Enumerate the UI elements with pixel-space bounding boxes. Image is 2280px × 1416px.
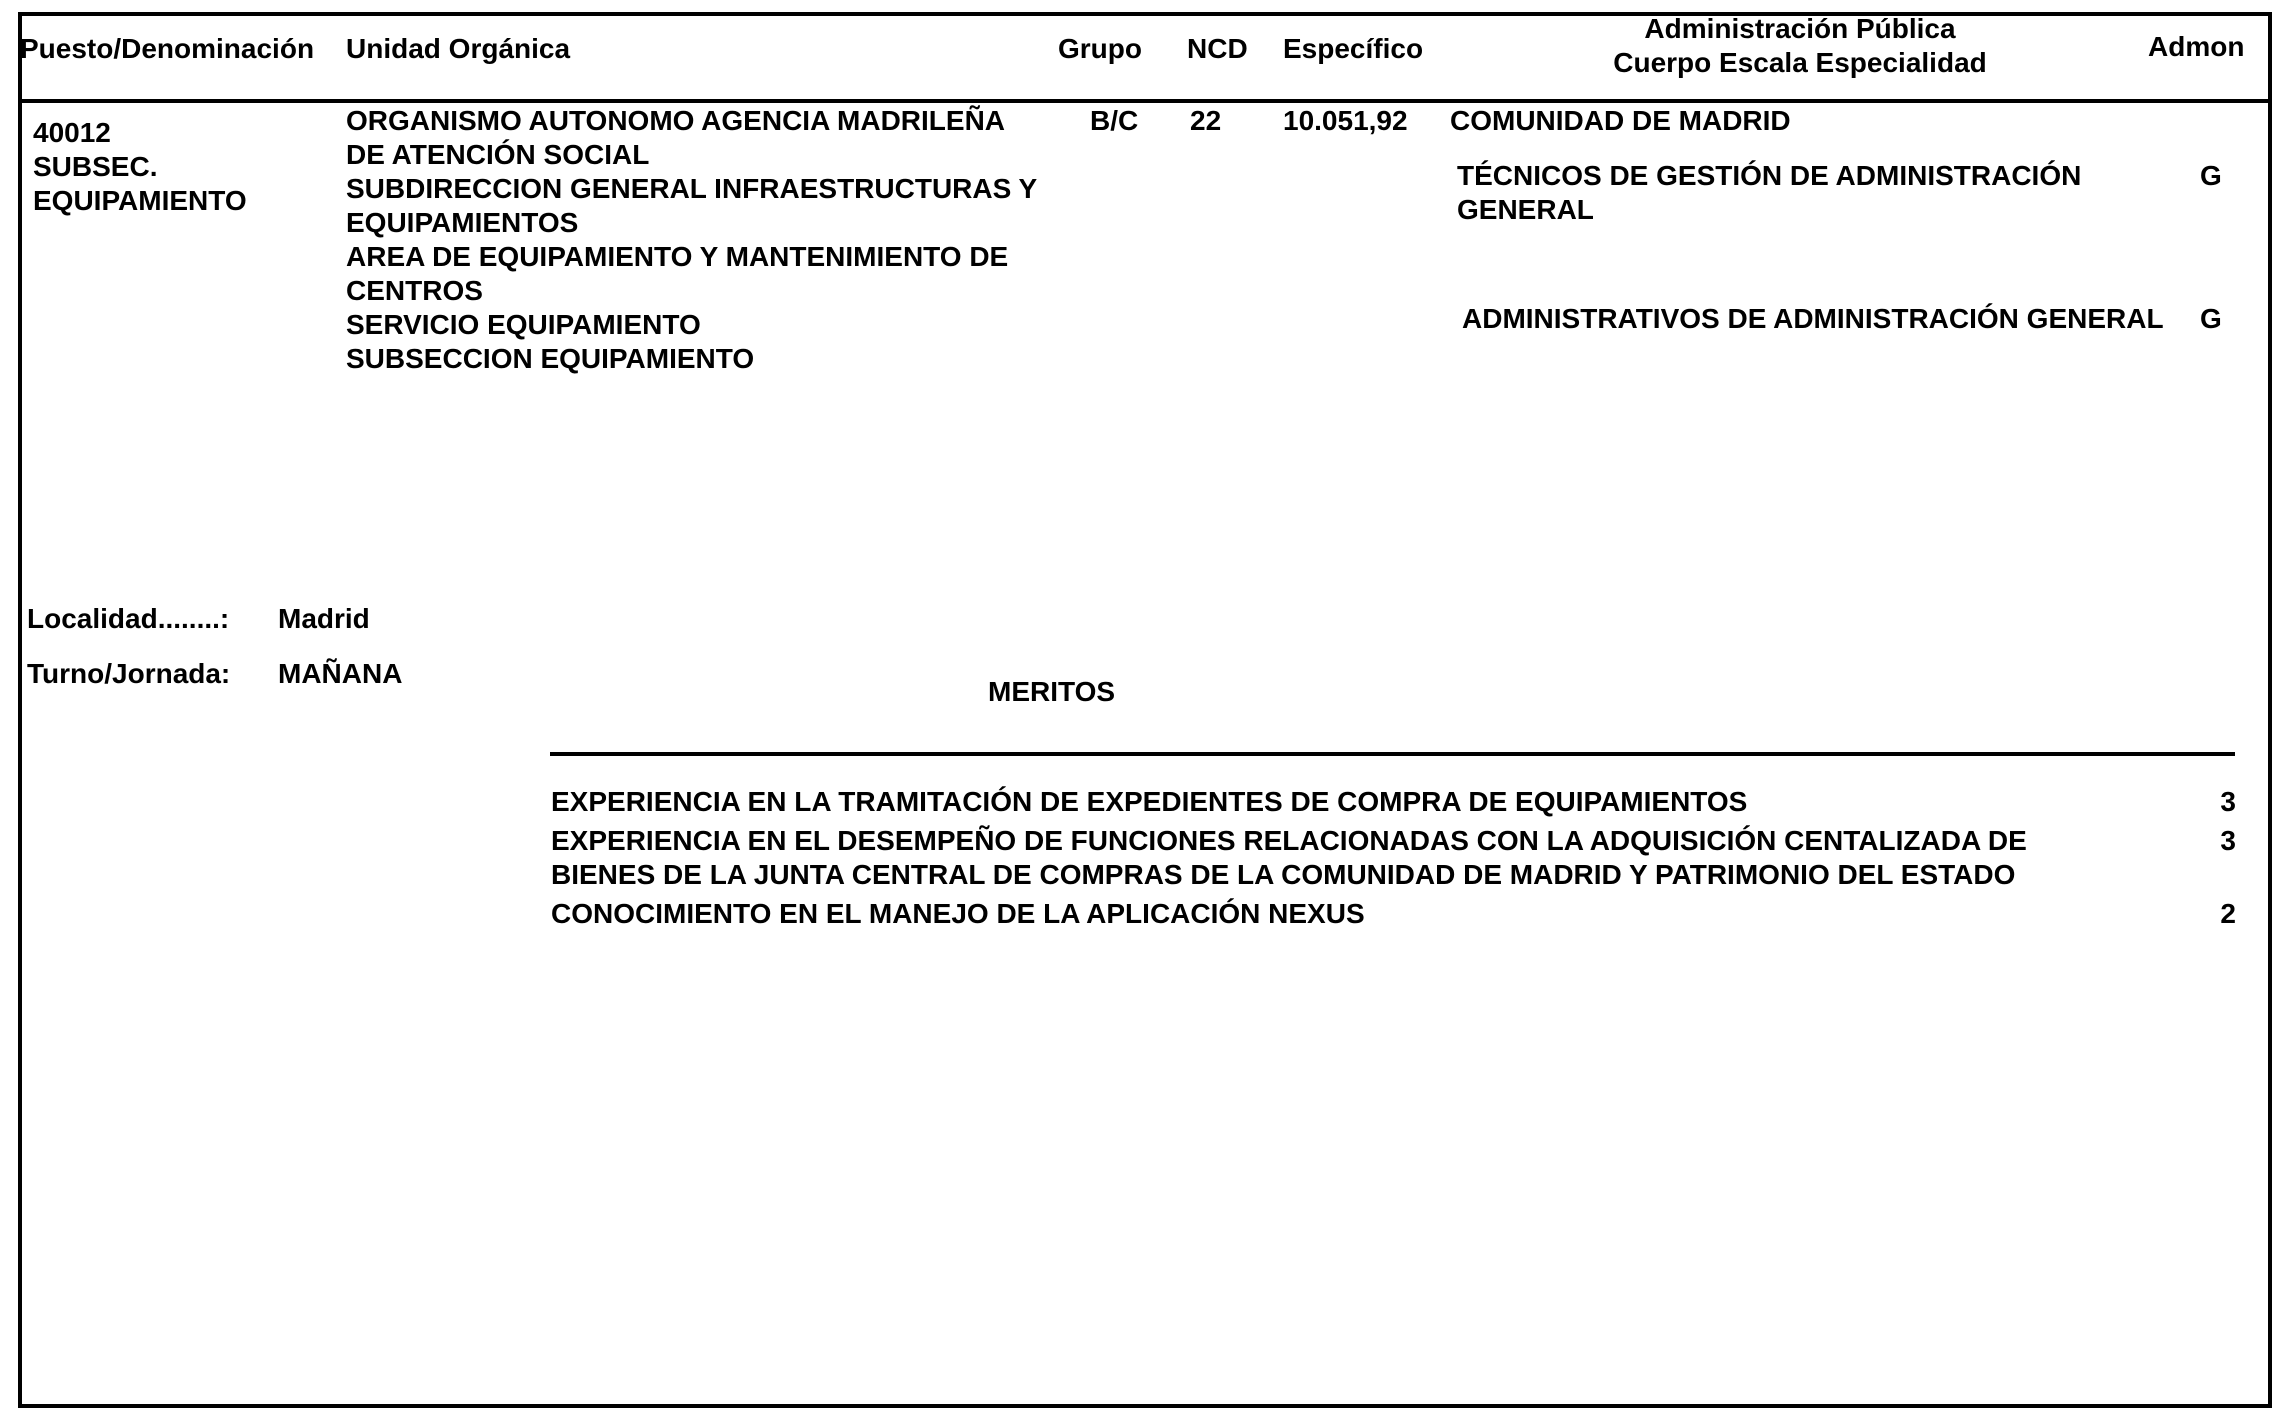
header-puesto: Puesto/Denominación — [20, 33, 315, 64]
cuerpo-line: GENERAL — [1457, 194, 1594, 225]
header-rule — [18, 99, 2272, 103]
administracion-value: COMUNIDAD DE MADRID — [1450, 105, 1791, 136]
header-ncd: NCD — [1187, 33, 1248, 64]
turno-label: Turno/Jornada: — [27, 658, 231, 689]
cuerpo-item — [1457, 159, 2081, 227]
cuerpo-admon: G — [2200, 303, 2222, 334]
header-cuerpo-escala: Cuerpo Escala Especialidad — [1613, 47, 1987, 78]
header-unidad: Unidad Orgánica — [346, 33, 571, 64]
unidad-line: SUBDIRECCION GENERAL INFRAESTRUCTURAS Y — [346, 173, 1038, 204]
merito-item — [551, 785, 2111, 819]
cuerpo-line: TÉCNICOS DE GESTIÓN DE ADMINISTRACIÓN — [1457, 160, 2082, 191]
merito-score: 3 — [2220, 786, 2236, 817]
merito-score: 2 — [2220, 898, 2236, 929]
puesto-cell — [33, 116, 247, 218]
puesto-line: SUBSEC. — [33, 151, 158, 182]
header-admon: Admon — [2148, 31, 2245, 62]
header-administracion-publica: Administración Pública — [1644, 13, 1956, 44]
cuerpo-admon: G — [2200, 160, 2222, 191]
meritos-rule — [550, 752, 2235, 756]
ncd-value: 22 — [1190, 105, 1222, 136]
grupo-value: B/C — [1090, 105, 1139, 136]
meritos-title: MERITOS — [988, 676, 1116, 707]
unidad-line: ORGANISMO AUTONOMO AGENCIA MADRILEÑA — [346, 105, 1006, 136]
turno-value: MAÑANA — [278, 658, 403, 689]
puesto-line: 40012 — [33, 117, 111, 148]
especifico-value: 10.051,92 — [1283, 105, 1408, 136]
unidad-line: SUBSECCION EQUIPAMIENTO — [346, 343, 755, 374]
merito-item — [551, 897, 2111, 931]
cuerpo-item — [1462, 302, 2164, 336]
localidad-value: Madrid — [278, 603, 370, 634]
header-especifico: Específico — [1283, 33, 1424, 64]
unidad-line: AREA DE EQUIPAMIENTO Y MANTENIMIENTO DE — [346, 241, 1009, 272]
unidad-line: EQUIPAMIENTOS — [346, 207, 579, 238]
unidad-line: DE ATENCIÓN SOCIAL — [346, 139, 650, 170]
unidad-organica-cell — [346, 104, 1037, 376]
merito-line: EXPERIENCIA EN EL DESEMPEÑO DE FUNCIONES RELACIONADAS CON LA ADQUISICIÓN CENTALIZADA DE — [551, 825, 2027, 856]
merito-line: EXPERIENCIA EN LA TRAMITACIÓN DE EXPEDIENTES DE COMPRA DE EQUIPAMIENTOS — [551, 786, 1748, 817]
puesto-line: EQUIPAMIENTO — [33, 185, 247, 216]
unidad-line: SERVICIO EQUIPAMIENTO — [346, 309, 701, 340]
merito-line: CONOCIMIENTO EN EL MANEJO DE LA APLICACIÓN NEXUS — [551, 898, 1365, 929]
merito-line: BIENES DE LA JUNTA CENTRAL DE COMPRAS DE LA COMUNIDAD DE MADRID Y PATRIMONIO DEL ESTADO — [551, 859, 2016, 890]
unidad-line: CENTROS — [346, 275, 483, 306]
cuerpo-line: ADMINISTRATIVOS DE ADMINISTRACIÓN GENERAL — [1462, 303, 2164, 334]
localidad-label: Localidad........: — [27, 603, 230, 634]
merito-score: 3 — [2220, 825, 2236, 856]
header-grupo: Grupo — [1058, 33, 1142, 64]
merito-item — [551, 824, 2111, 892]
